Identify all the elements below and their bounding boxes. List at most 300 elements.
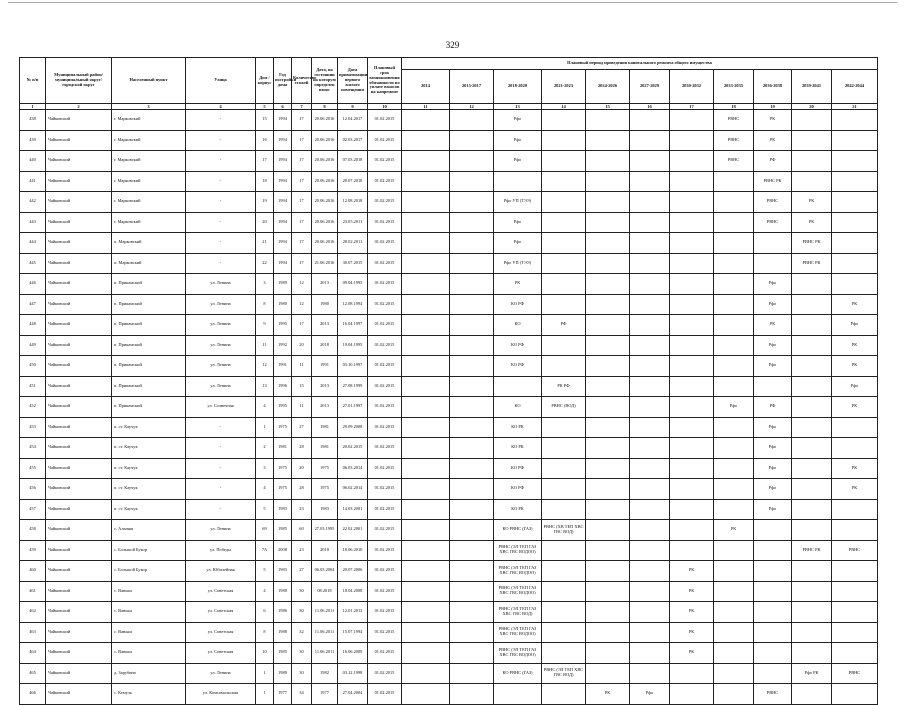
column-index: 10: [368, 104, 402, 110]
period-work-cell: [792, 479, 832, 500]
settlement-cell: г. Марковский: [112, 212, 186, 233]
street-cell: -: [186, 192, 256, 213]
row-number: 441: [20, 171, 46, 192]
year-built-cell: 1981: [274, 438, 292, 459]
street-cell: -: [186, 499, 256, 520]
period-work-cell: [586, 192, 630, 213]
period-work-cell: РФ: [542, 315, 586, 336]
table-row: [20, 479, 878, 500]
period-work-cell: [714, 376, 754, 397]
header-street: Улица: [186, 58, 256, 104]
period-work-cell: РВНС: [714, 110, 754, 131]
period-work-cell: Рфо РК: [792, 663, 832, 684]
period-work-cell: [670, 130, 714, 151]
table-row: [20, 315, 878, 336]
period-work-cell: [542, 110, 586, 131]
column-index: 16: [630, 104, 670, 110]
year-built-cell: 1980: [274, 294, 292, 315]
period-work-cell: [714, 274, 754, 295]
privatization-date-cell: 02.03.2017: [338, 130, 368, 151]
period-work-cell: [586, 499, 630, 520]
year-built-cell: 1994: [274, 233, 292, 254]
privatization-date-cell: 10.04.1995: [338, 335, 368, 356]
accounting-date-cell: 20.06.2016: [312, 110, 338, 131]
period-work-cell: [402, 335, 450, 356]
period-work-cell: [542, 499, 586, 520]
accounting-date-cell: 20.06.2016: [312, 192, 338, 213]
accounting-date-cell: 1975: [312, 458, 338, 479]
row-number: 448: [20, 315, 46, 336]
period-work-cell: [714, 458, 754, 479]
period-work-cell: [630, 622, 670, 643]
settlement-cell: п. Марковский: [112, 233, 186, 254]
deadline-cell: 01.02.2015: [368, 212, 402, 233]
period-work-cell: [832, 110, 878, 131]
period-work-cell: [630, 561, 670, 582]
header-period: 2014: [402, 70, 450, 104]
year-built-cell: 1992: [274, 335, 292, 356]
house-cell: 8: [256, 294, 274, 315]
privatization-date-cell: 12.01.2013: [338, 602, 368, 623]
period-work-cell: [832, 520, 878, 541]
floors-cell: 32: [292, 622, 312, 643]
period-work-cell: [754, 233, 792, 254]
period-work-cell: [630, 192, 670, 213]
period-work-cell: [832, 171, 878, 192]
period-work-cell: [542, 438, 586, 459]
period-work-cell: [714, 540, 754, 561]
deadline-cell: 01.02.2015: [368, 520, 402, 541]
period-work-cell: КО РК: [494, 417, 542, 438]
year-built-cell: 2008: [274, 540, 292, 561]
settlement-cell: с. Большой Букор: [112, 540, 186, 561]
period-work-cell: РВНС (ВОД): [542, 397, 586, 418]
accounting-date-cell: 1982: [312, 663, 338, 684]
period-work-cell: [670, 479, 714, 500]
table-row: [20, 663, 878, 684]
settlement-cell: с. Большой Букор: [112, 561, 186, 582]
row-number: 451: [20, 376, 46, 397]
street-cell: -: [186, 417, 256, 438]
district-cell: Чайковский: [46, 479, 112, 500]
period-work-cell: [586, 520, 630, 541]
settlement-cell: г. Марковский: [112, 151, 186, 172]
year-built-cell: 1989: [274, 274, 292, 295]
period-work-cell: [402, 233, 450, 254]
district-cell: Чайковский: [46, 417, 112, 438]
floors-cell: 17: [292, 151, 312, 172]
period-work-cell: [586, 110, 630, 131]
period-work-cell: Рфо: [494, 151, 542, 172]
period-work-cell: [450, 274, 494, 295]
period-work-cell: [402, 520, 450, 541]
period-work-cell: РК: [792, 192, 832, 213]
period-work-cell: РВНС (ХВ ТЕП ХВС ГВС ВОД): [542, 520, 586, 541]
period-work-cell: Рфо: [494, 110, 542, 131]
year-built-cell: 1975: [274, 479, 292, 500]
period-work-cell: [402, 253, 450, 274]
period-work-cell: Рфо: [754, 458, 792, 479]
period-work-cell: [586, 602, 630, 623]
table-row: [20, 212, 878, 233]
floors-cell: 30: [292, 602, 312, 623]
period-work-cell: [670, 294, 714, 315]
period-work-cell: [542, 540, 586, 561]
year-built-cell: 1995: [274, 315, 292, 336]
period-work-cell: [670, 684, 714, 705]
period-work-cell: РВНС РК: [792, 253, 832, 274]
settlement-cell: с. Ваньки: [112, 622, 186, 643]
period-work-cell: [714, 499, 754, 520]
settlement-cell: п. ст. Каучук: [112, 438, 186, 459]
period-work-cell: [792, 294, 832, 315]
period-work-cell: [402, 438, 450, 459]
deadline-cell: 01.02.2015: [368, 253, 402, 274]
period-work-cell: [402, 479, 450, 500]
period-work-cell: [630, 540, 670, 561]
accounting-date-cell: 1981: [312, 417, 338, 438]
year-built-cell: 1980: [274, 663, 292, 684]
house-cell: 69: [256, 520, 274, 541]
period-work-cell: [586, 622, 630, 643]
accounting-date-cell: 11.06.2011: [312, 622, 338, 643]
year-built-cell: 1994: [274, 253, 292, 274]
period-work-cell: [542, 602, 586, 623]
table-row: [20, 274, 878, 295]
street-cell: ул. Ленина: [186, 335, 256, 356]
period-work-cell: [792, 438, 832, 459]
deadline-cell: 01.02.2015: [368, 335, 402, 356]
period-work-cell: РК: [832, 479, 878, 500]
district-cell: Чайковский: [46, 274, 112, 295]
floors-cell: 30: [292, 581, 312, 602]
deadline-cell: 01.02.2015: [368, 315, 402, 336]
period-work-cell: [754, 581, 792, 602]
period-work-cell: [402, 561, 450, 582]
house-cell: 3: [256, 274, 274, 295]
street-cell: ул. Ленина: [186, 376, 256, 397]
period-work-cell: РВНС (ЭЛ ТЕП ГАЗ ХВС ГВС ВОДОО): [494, 540, 542, 561]
period-work-cell: [630, 581, 670, 602]
table-row: [20, 499, 878, 520]
column-index: 14: [542, 104, 586, 110]
year-built-cell: 1977: [274, 684, 292, 705]
period-work-cell: [832, 602, 878, 623]
period-work-cell: [450, 192, 494, 213]
house-cell: 20: [256, 212, 274, 233]
street-cell: -: [186, 110, 256, 131]
period-work-cell: [832, 561, 878, 582]
floors-cell: 23: [292, 499, 312, 520]
house-cell: 10: [256, 643, 274, 664]
period-work-cell: [586, 663, 630, 684]
street-cell: ул. Советская: [186, 581, 256, 602]
period-work-cell: [792, 151, 832, 172]
period-work-cell: [670, 151, 714, 172]
period-work-cell: [450, 602, 494, 623]
table-row: [20, 397, 878, 418]
period-work-cell: [714, 356, 754, 377]
period-work-cell: [670, 663, 714, 684]
deadline-cell: 01.02.2015: [368, 192, 402, 213]
column-index: 1: [20, 104, 46, 110]
deadline-cell: 01.02.2015: [368, 171, 402, 192]
floors-cell: 17: [292, 315, 312, 336]
column-index: 18: [714, 104, 754, 110]
period-work-cell: [792, 110, 832, 131]
header-period: 2015-2017: [450, 70, 494, 104]
row-number: 458: [20, 520, 46, 541]
deadline-cell: 01.02.2015: [368, 130, 402, 151]
floors-cell: 28: [292, 438, 312, 459]
period-work-cell: КО РВНС (ГАЗ): [494, 520, 542, 541]
year-built-cell: 1988: [274, 581, 292, 602]
table-row: [20, 110, 878, 131]
period-work-cell: Рфо: [754, 479, 792, 500]
column-index: 3: [112, 104, 186, 110]
district-cell: Чайковский: [46, 171, 112, 192]
period-work-cell: КО: [494, 397, 542, 418]
floors-cell: 12: [292, 294, 312, 315]
period-work-cell: [670, 335, 714, 356]
period-work-cell: [670, 499, 714, 520]
period-work-cell: Рфо: [494, 212, 542, 233]
period-work-cell: [542, 417, 586, 438]
accounting-date-cell: 1977: [312, 684, 338, 705]
settlement-cell: п. Прикамский: [112, 335, 186, 356]
period-work-cell: [754, 561, 792, 582]
table-row: [20, 417, 878, 438]
period-work-cell: [670, 376, 714, 397]
period-work-cell: Рфо: [754, 356, 792, 377]
period-work-cell: [450, 581, 494, 602]
district-cell: Чайковский: [46, 110, 112, 131]
period-work-cell: [494, 376, 542, 397]
house-cell: 6: [256, 602, 274, 623]
period-work-cell: [792, 458, 832, 479]
period-work-cell: [754, 663, 792, 684]
period-work-cell: [542, 622, 586, 643]
period-work-cell: [714, 438, 754, 459]
period-work-cell: РК: [832, 356, 878, 377]
period-work-cell: Рфо: [754, 294, 792, 315]
table-row: [20, 520, 878, 541]
street-cell: ул. Юбилейная: [186, 561, 256, 582]
year-built-cell: 1995: [274, 397, 292, 418]
period-work-cell: [450, 151, 494, 172]
privatization-date-cell: 15.07.1994: [338, 622, 368, 643]
period-work-cell: РВНС РК: [754, 171, 792, 192]
row-number: 443: [20, 212, 46, 233]
row-number: 460: [20, 561, 46, 582]
period-work-cell: Рфо: [754, 335, 792, 356]
period-work-cell: [630, 458, 670, 479]
period-work-cell: [754, 540, 792, 561]
privatization-date-cell: 22.02.2001: [338, 520, 368, 541]
floors-cell: 17: [292, 130, 312, 151]
period-work-cell: [670, 438, 714, 459]
period-work-cell: [714, 171, 754, 192]
header-period: 2021-2023: [542, 70, 586, 104]
floors-cell: 27: [292, 417, 312, 438]
column-index: 4: [186, 104, 256, 110]
table-row: [20, 561, 878, 582]
district-cell: Чайковский: [46, 315, 112, 336]
period-work-cell: [792, 581, 832, 602]
period-work-cell: [832, 192, 878, 213]
privatization-date-cell: 27.04.2004: [338, 684, 368, 705]
table-row: [20, 581, 878, 602]
house-cell: 9: [256, 315, 274, 336]
house-cell: 16: [256, 130, 274, 151]
header-accounting-date: Дата, на состоянии на которую определен износ: [312, 58, 338, 104]
row-number: 449: [20, 335, 46, 356]
settlement-cell: п. ст. Каучук: [112, 458, 186, 479]
period-work-cell: [670, 315, 714, 336]
period-work-cell: [832, 130, 878, 151]
year-built-cell: 1975: [274, 458, 292, 479]
period-work-cell: [832, 253, 878, 274]
year-built-cell: 1983: [274, 561, 292, 582]
period-work-cell: [402, 417, 450, 438]
period-work-cell: [402, 294, 450, 315]
period-work-cell: [714, 643, 754, 664]
column-index: 21: [832, 104, 878, 110]
period-work-cell: [586, 130, 630, 151]
settlement-cell: с. Кемуль: [112, 684, 186, 705]
settlement-cell: с. Альняш: [112, 520, 186, 541]
house-cell: 4: [256, 479, 274, 500]
period-work-cell: [792, 643, 832, 664]
row-number: 455: [20, 458, 46, 479]
period-work-cell: [450, 643, 494, 664]
period-work-cell: [832, 581, 878, 602]
period-work-cell: РВНС (ЭЛ ТЕП ГАЗ ХВС ГВС ВОДОО): [494, 622, 542, 643]
period-work-cell: КО РФ: [494, 479, 542, 500]
period-work-cell: [402, 151, 450, 172]
period-work-cell: [586, 151, 630, 172]
street-cell: ул. Солнечная: [186, 397, 256, 418]
period-work-cell: [542, 212, 586, 233]
row-number: 453: [20, 417, 46, 438]
period-work-cell: РФ: [754, 397, 792, 418]
period-work-cell: [586, 376, 630, 397]
privatization-date-cell: 23.05.2011: [338, 212, 368, 233]
privatization-date-cell: 27.01.1997: [338, 397, 368, 418]
header-period: 2033-2035: [714, 70, 754, 104]
accounting-date-cell: 2018: [312, 540, 338, 561]
period-work-cell: [542, 561, 586, 582]
district-cell: Чайковский: [46, 192, 112, 213]
row-number: 445: [20, 253, 46, 274]
period-work-cell: [754, 376, 792, 397]
period-work-cell: [832, 684, 878, 705]
period-work-cell: РК: [586, 684, 630, 705]
table-row: [20, 335, 878, 356]
street-cell: ул. Ленина: [186, 520, 256, 541]
district-cell: Чайковский: [46, 438, 112, 459]
deadline-cell: 01.02.2015: [368, 499, 402, 520]
year-built-cell: 1994: [274, 171, 292, 192]
period-work-cell: [402, 110, 450, 131]
period-work-cell: [630, 335, 670, 356]
period-work-cell: [586, 561, 630, 582]
year-built-cell: 1986: [274, 602, 292, 623]
period-work-cell: [630, 520, 670, 541]
floors-cell: 17: [292, 233, 312, 254]
accounting-date-cell: 21.06.2016: [312, 253, 338, 274]
period-work-cell: [714, 192, 754, 213]
period-work-cell: [450, 540, 494, 561]
period-work-cell: [714, 622, 754, 643]
period-work-cell: [630, 499, 670, 520]
period-work-cell: РК: [714, 520, 754, 541]
header-period: 2018-2020: [494, 70, 542, 104]
privatization-date-cell: 16.06.2009: [338, 643, 368, 664]
period-work-cell: [792, 315, 832, 336]
floors-cell: 34: [292, 684, 312, 705]
period-work-cell: Рфо: [754, 274, 792, 295]
period-work-cell: [832, 417, 878, 438]
period-work-cell: [450, 335, 494, 356]
settlement-cell: д. Зарубино: [112, 663, 186, 684]
privatization-date-cell: 12.08.2018: [338, 192, 368, 213]
street-cell: -: [186, 130, 256, 151]
period-work-cell: [542, 274, 586, 295]
period-work-cell: РК: [494, 274, 542, 295]
period-work-cell: [586, 274, 630, 295]
period-work-cell: [402, 171, 450, 192]
street-cell: -: [186, 233, 256, 254]
period-work-cell: [670, 233, 714, 254]
period-work-cell: РВНС: [832, 663, 878, 684]
period-work-cell: [670, 520, 714, 541]
header-period: 2030-2032: [670, 70, 714, 104]
year-built-cell: 1991: [274, 356, 292, 377]
period-work-cell: [630, 110, 670, 131]
accounting-date-cell: 27.03.1995: [312, 520, 338, 541]
street-cell: -: [186, 151, 256, 172]
settlement-cell: п. Прикамский: [112, 315, 186, 336]
period-work-cell: [450, 663, 494, 684]
house-cell: 8: [256, 622, 274, 643]
floors-cell: 15: [292, 376, 312, 397]
table-row: [20, 602, 878, 623]
settlement-cell: п. Прикамский: [112, 294, 186, 315]
house-cell: 22: [256, 253, 274, 274]
period-work-cell: [450, 233, 494, 254]
period-work-cell: [586, 212, 630, 233]
table-row: [20, 294, 878, 315]
period-work-cell: [792, 397, 832, 418]
period-work-cell: [832, 499, 878, 520]
district-cell: Чайковский: [46, 561, 112, 582]
period-work-cell: [630, 417, 670, 438]
deadline-cell: 01.02.2015: [368, 376, 402, 397]
period-work-cell: [714, 602, 754, 623]
period-work-cell: [630, 274, 670, 295]
table-row: [20, 643, 878, 664]
period-work-cell: РК: [754, 130, 792, 151]
house-cell: 5: [256, 561, 274, 582]
floors-cell: 27: [292, 561, 312, 582]
row-number: 447: [20, 294, 46, 315]
accounting-date-cell: 20.06.2016: [312, 130, 338, 151]
period-work-cell: [542, 130, 586, 151]
period-work-cell: [450, 458, 494, 479]
capital-repair-table: [19, 57, 878, 705]
floors-cell: 60: [292, 520, 312, 541]
